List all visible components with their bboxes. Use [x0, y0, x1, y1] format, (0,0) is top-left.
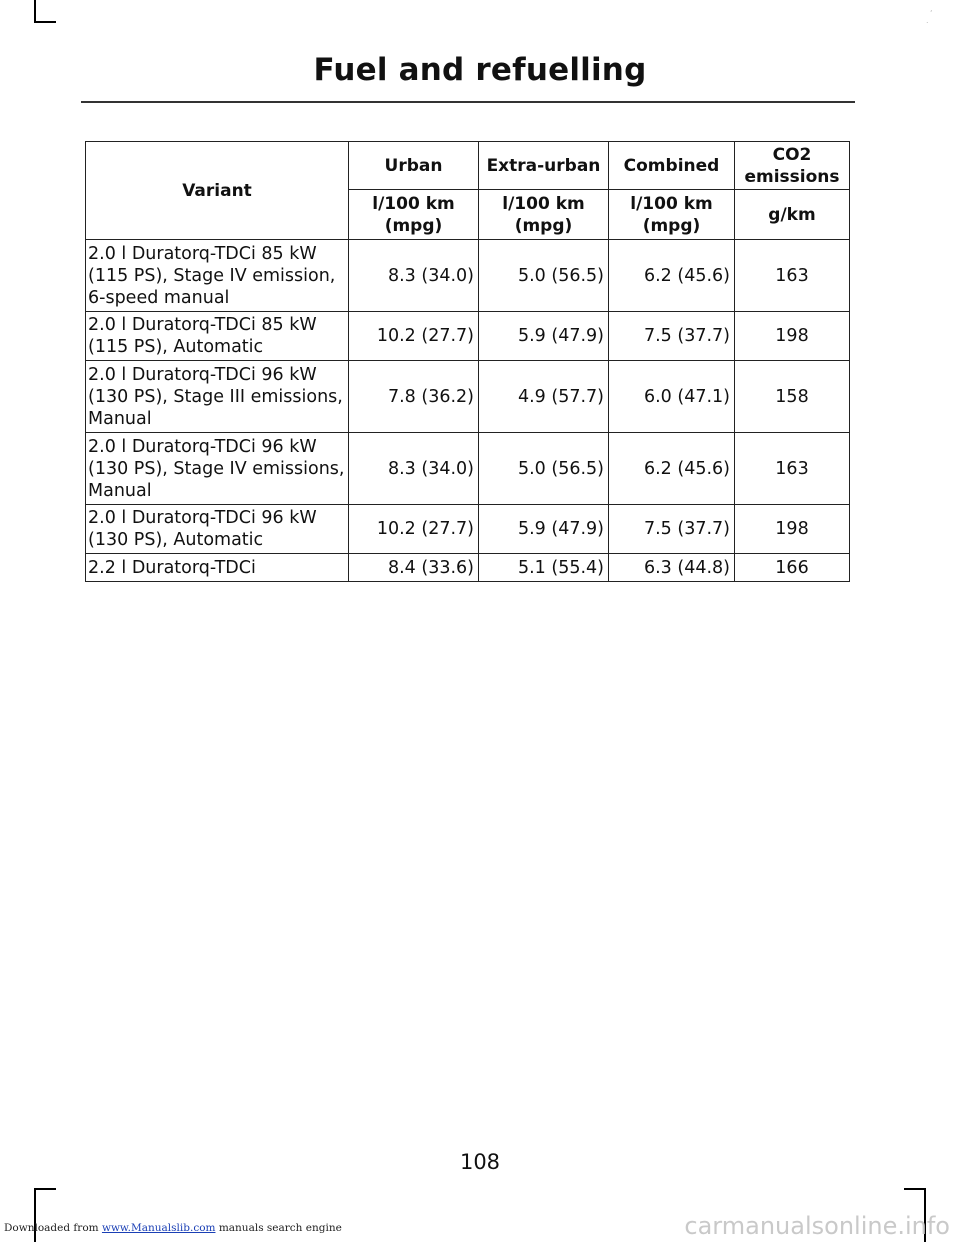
- corner-speck: .: [926, 16, 929, 25]
- crop-mark-top-left: [34, 21, 56, 23]
- unit-urban: l/100 km (mpg): [349, 190, 479, 240]
- co2-cell: 163: [735, 240, 850, 312]
- watermark: carmanualsonline.info: [684, 1212, 950, 1240]
- variant-cell: 2.0 l Duratorq-TDCi 85 kW (115 PS), Automatic: [86, 312, 349, 361]
- title-rule: [81, 101, 855, 103]
- urban-cell: 8.3 (34.0): [349, 433, 479, 505]
- urban-cell: 8.3 (34.0): [349, 240, 479, 312]
- table-row: [86, 361, 850, 433]
- extra-urban-cell: 5.9 (47.9): [479, 312, 609, 361]
- unit-extra-urban: l/100 km (mpg): [479, 190, 609, 240]
- variant-cell: 2.0 l Duratorq-TDCi 96 kW (130 PS), Stage III emissions, Manual: [86, 361, 349, 433]
- fuel-consumption-table: [85, 141, 850, 582]
- combined-cell: 7.5 (37.7): [609, 505, 735, 554]
- combined-cell: 6.2 (45.6): [609, 433, 735, 505]
- corner-speck: ,: [930, 4, 933, 13]
- table-row: [86, 433, 850, 505]
- crop-mark-bottom-left: [34, 1188, 56, 1190]
- extra-urban-cell: 5.1 (55.4): [479, 554, 609, 582]
- unit-co2: g/km: [735, 190, 850, 240]
- table-row: [86, 554, 850, 582]
- variant-cell: 2.2 l Duratorq-TDCi: [86, 554, 349, 582]
- co2-cell: 166: [735, 554, 850, 582]
- combined-cell: 6.3 (44.8): [609, 554, 735, 582]
- page-title: Fuel and refuelling: [313, 52, 647, 88]
- footer-suffix: manuals search engine: [218, 1222, 342, 1234]
- crop-mark-top-left: [34, 0, 36, 22]
- urban-cell: 10.2 (27.7): [349, 505, 479, 554]
- page-number: 108: [459, 1150, 501, 1174]
- header-extra-urban: Extra-urban: [479, 142, 609, 190]
- footer-prefix: Downloaded from: [4, 1222, 99, 1234]
- co2-cell: 198: [735, 505, 850, 554]
- extra-urban-cell: 5.0 (56.5): [479, 240, 609, 312]
- co2-cell: 198: [735, 312, 850, 361]
- urban-cell: 8.4 (33.6): [349, 554, 479, 582]
- header-co2-emissions: CO2 emissions: [735, 142, 850, 190]
- unit-combined: l/100 km (mpg): [609, 190, 735, 240]
- manualslib-link[interactable]: www.Manualslib.com: [101, 1222, 216, 1234]
- table-row: [86, 240, 850, 312]
- combined-cell: 6.2 (45.6): [609, 240, 735, 312]
- variant-cell: 2.0 l Duratorq-TDCi 85 kW (115 PS), Stage IV emission, 6-speed manual: [86, 240, 349, 312]
- extra-urban-cell: 4.9 (57.7): [479, 361, 609, 433]
- header-combined: Combined: [609, 142, 735, 190]
- urban-cell: 10.2 (27.7): [349, 312, 479, 361]
- variant-cell: 2.0 l Duratorq-TDCi 96 kW (130 PS), Automatic: [86, 505, 349, 554]
- variant-cell: 2.0 l Duratorq-TDCi 96 kW (130 PS), Stage IV emissions, Manual: [86, 433, 349, 505]
- table-row: [86, 505, 850, 554]
- combined-cell: 6.0 (47.1): [609, 361, 735, 433]
- urban-cell: 7.8 (36.2): [349, 361, 479, 433]
- header-urban: Urban: [349, 142, 479, 190]
- co2-cell: 158: [735, 361, 850, 433]
- extra-urban-cell: 5.9 (47.9): [479, 505, 609, 554]
- table-row: [86, 312, 850, 361]
- header-variant: Variant: [86, 142, 349, 240]
- combined-cell: 7.5 (37.7): [609, 312, 735, 361]
- crop-mark-bottom-right: [904, 1188, 926, 1190]
- co2-cell: 163: [735, 433, 850, 505]
- download-footer: [4, 1222, 342, 1234]
- extra-urban-cell: 5.0 (56.5): [479, 433, 609, 505]
